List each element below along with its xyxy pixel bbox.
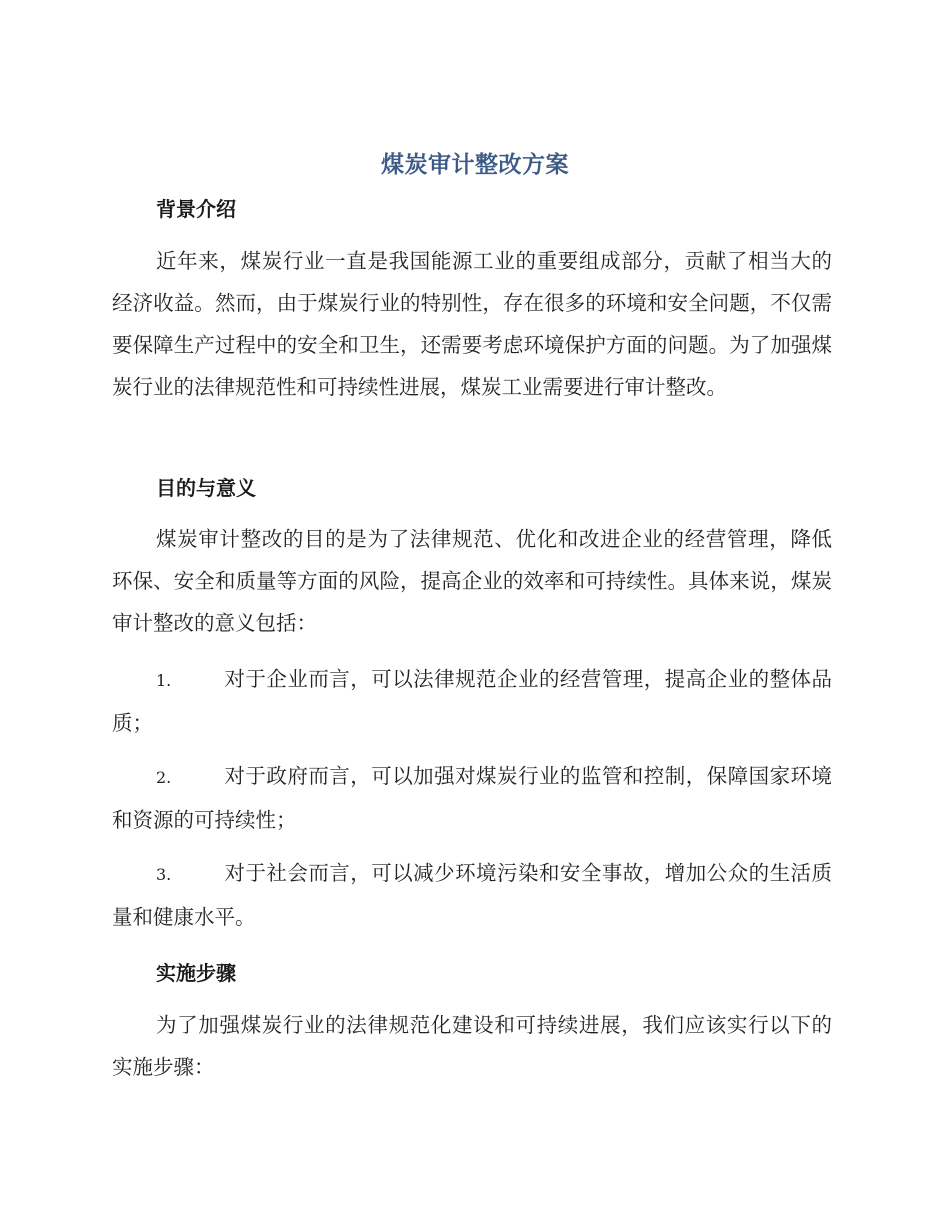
section-heading-steps: 实施步骤 [156, 961, 236, 985]
list-item [112, 658, 832, 744]
list-item [112, 852, 832, 938]
section-heading-purpose: 目的与意义 [156, 476, 256, 500]
list-number: 3. [156, 865, 172, 884]
list-item [112, 755, 832, 841]
list-text: 对于政府而言，可以加强对煤炭行业的监管和控制，保障国家环境和资源的可持续性； [112, 764, 832, 832]
list-number: 2. [156, 768, 172, 787]
list-text: 对于社会而言，可以减少环境污染和安全事故，增加公众的生活质量和健康水平。 [112, 861, 832, 929]
list-text: 对于企业而言，可以法律规范企业的经营管理，提高企业的整体品质； [112, 667, 832, 735]
section-heading-background: 背景介绍 [156, 197, 236, 221]
paragraph-background: 近年来，煤炭行业一直是我国能源工业的重要组成部分，贡献了相当大的经济收益。然而，由于煤炭行业的特别性，存在很多的环境和安全问题，不仅需要保障生产过程中的安全和卫生，还需要考虑环境保护方面的问题。为了加强煤炭行业的法律规范性和可持续性进展，煤炭工业需要进行审计整改。 [112, 249, 832, 399]
document-title: 煤炭审计整改方案 [381, 152, 569, 178]
paragraph-purpose: 煤炭审计整改的目的是为了法律规范、优化和改进企业的经营管理，降低环保、安全和质量等方面的风险，提高企业的效率和可持续性。具体来说，煤炭审计整改的意义包括： [112, 527, 832, 635]
paragraph-steps: 为了加强煤炭行业的法律规范化建设和可持续进展，我们应该实行以下的实施步骤： [112, 1013, 832, 1079]
list-number: 1. [156, 671, 172, 690]
